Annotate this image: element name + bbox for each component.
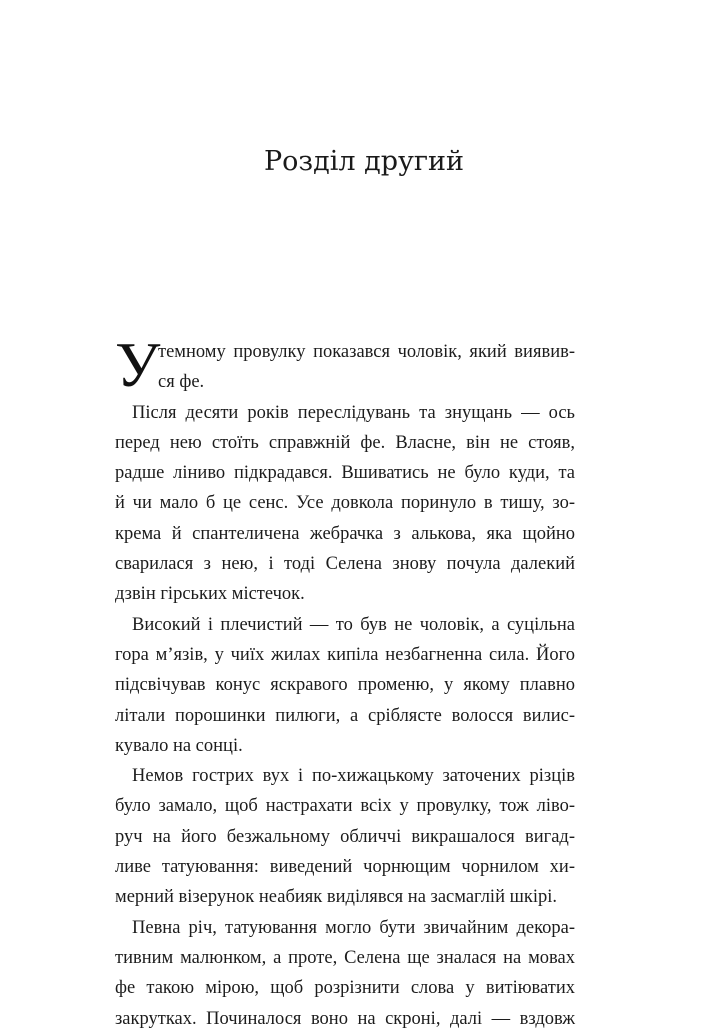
text-line: фе такою мірою, щоб розрізнити слова у витіюватих	[115, 978, 575, 999]
text-line: темному провулку показався чоловік, який виявив-	[158, 342, 575, 362]
text-line: дзвін гірських містечок.	[115, 584, 305, 605]
drop-cap: У	[115, 329, 161, 400]
text-line: тивним малюнком, а проте, Селена ще зналася на мовах	[115, 947, 575, 968]
text-line: Після десяти років переслідувань та знущань — ось	[132, 402, 575, 423]
text-line: було замало, щоб настрахати всіх у провулку, тож ліво-	[115, 796, 575, 817]
text-line: сварилася з нею, і тоді Селена знову почула далекий	[115, 554, 575, 575]
text-line: крема й спантеличена жебрачка з алькова, яка щойно	[115, 523, 575, 544]
chapter-title: Розділ другий	[263, 146, 465, 177]
text-line: Немов гострих вух і по-хижацькому заточених різців	[132, 766, 575, 787]
text-line: Певна річ, татуювання могло бути звичайним декора-	[132, 917, 575, 938]
text-line: гора м’язів, у чиїх жилах кипіла незбагненна сила. Його	[115, 644, 575, 665]
text-line: й чи мало б це сенс. Усе довкола поринуло в тишу, зо-	[115, 493, 575, 514]
text-line: руч на його безжальному обличчі викрашалося вигад-	[115, 826, 575, 847]
text-line: закрутках. Починалося воно на скроні, далі — вздовж	[115, 1008, 575, 1029]
text-line: Високий і плечистий — то був не чоловік, а суцільна	[132, 614, 575, 635]
text-line: підсвічував конус яскравого променю, у якому плавно	[115, 675, 575, 696]
text-line: кувало на сонці.	[115, 735, 243, 756]
text-line: радше ліниво підкрадався. Вшиватись не було куди, та	[115, 463, 575, 484]
text-line: літали порошинки пилюги, а сріблясте волосся вилис-	[115, 705, 575, 726]
text-line: перед нею стоїть справжній фе. Власне, він не стояв,	[115, 432, 575, 453]
text-line: мерний візерунок неабияк виділявся на засмаглій шкірі.	[115, 887, 557, 908]
body-text	[115, 329, 575, 1034]
text-line: ливе татуювання: виведений чорнющим чорнилом хи-	[115, 857, 575, 878]
text-line: ся фе.	[158, 372, 205, 393]
